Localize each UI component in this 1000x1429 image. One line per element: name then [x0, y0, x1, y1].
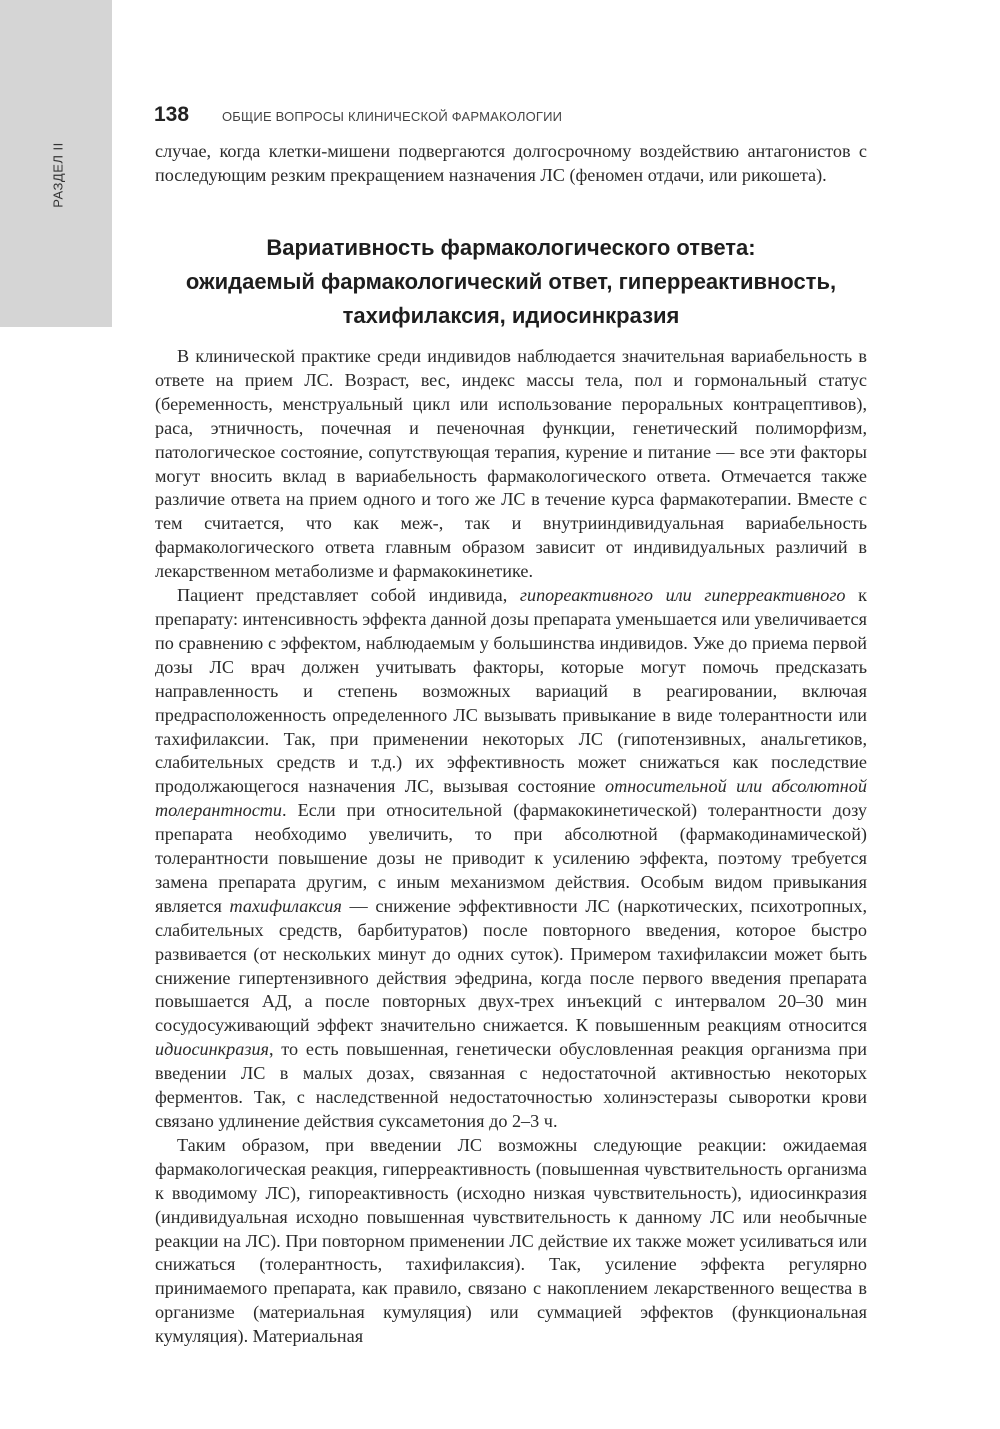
italic-term: относительной или абсолютной толерантности	[155, 776, 867, 821]
italic-term: гипореактивного или гиперреактивного	[519, 585, 846, 606]
italic-term: идиосинкразия	[155, 1039, 270, 1060]
section-heading	[155, 231, 867, 333]
paragraph-variability: В клинической практике среди индивидов наблюдается значительная вариабельность в ответе на прием ЛС. Возраст, вес, индекс массы тела, пол и гормональный статус (беременность, менструальный цикл или использование пероральных контрацептивов), раса, этничность, почечная и печеночная функции, генетический полиморфизм, патологическое состояние, сопутствующая терапия, курение и питание — все эти факторы могут вносить вклад в вариабельность фармакологического ответа. Отмечается также различие ответа на прием одного и того же ЛС в течение курса фармакотерапии. Вместе с тем считается, что как меж-, так и внутрииндивидуальная вариабельность фармакологического ответа главным образом зависит от индивидуальных различий в лекарственном метаболизме и фармакокинетике.	[155, 346, 867, 582]
continuation-paragraph: случае, когда клетки-мишени подвергаются долгосрочному воздействию антагонистов с последующим резким прекращением назначения ЛС (феномен отдачи, или рикошета).	[155, 141, 867, 185]
paragraph-text-segment: — снижение эффективности ЛС (наркотических, психотропных, слабительных средств, барбитуратов) после повторного введения, которое быстро развивается (от нескольких минут до одних суток). Примером тахифилаксии может быть снижение гипертензивного действия эфедрина, когда после первого введения препарата повышается АД, а после повторных двух-трех инъекций с интервалом 20–30 мин сосудосуживающий эффект значительно снижается. К повышенным реакциям относится	[155, 895, 867, 1036]
paragraph-summary: Таким образом, при введении ЛС возможны следующие реакции: ожидаемая фармакологическая реакция, гиперреактивность (повышенная чувствительность организма к вводимому ЛС), гипореактивность (исходно низкая чувствительность), идиосинкразия (индивидуальная исходно повышенная чувствительность к данному ЛС или необычные реакции на ЛС). При повторном применении ЛС действие их также может усиливаться или снижаться (толерантность, тахифилаксия). Так, усиление эффекта регулярно принимаемого препарата, как правило, связано с накоплением лекарственного вещества в организме (материальная кумуляция) или суммацией эффектов (функциональная кумуляция). Материальная	[155, 1134, 867, 1347]
paragraph-reactivity	[155, 584, 867, 1134]
paragraph-text-segment: , то есть повышенная, генетически обусловленная реакция организма при введении ЛС в малых дозах, связанная с недостаточной активностью некоторых ферментов. Так, с наследственной недостаточностью холинэстеразы сыворотки крови связано удлинение действия суксаметония до 2–3 ч.	[155, 1039, 867, 1131]
paragraph-text-segment: к препарату: интенсивность эффекта данной дозы препарата уменьшается или увеличивается по сравнению с эффектом, наблюдаемым у большинства индивидов. Уже до приема первой дозы ЛС врач должен учитывать факторы, которые могут помочь предсказать направленность и степень возможных вариаций в реагировании, включая предрасположенность определенного ЛС вызывать привыкание в виде толерантности или тахифилаксии. Так, при применении некоторых ЛС (гипотензивных, анальгетиков, слабительных средств и т.д.) их эффективность может снижаться как последствие продолжающегося назначения ЛС, вызывая состояние	[155, 585, 867, 797]
section-label: РАЗДЕЛ II	[50, 142, 66, 208]
running-head: ОБЩИЕ ВОПРОСЫ КЛИНИЧЕСКОЙ ФАРМАКОЛОГИИ	[222, 109, 563, 124]
section-heading-line-3: тахифилаксия, идиосинкразия	[342, 303, 680, 328]
paragraph-text-segment: Пациент представляет собой индивида,	[177, 585, 520, 606]
section-side-band	[0, 0, 112, 327]
page-number: 138	[154, 103, 190, 126]
continuation-block	[155, 140, 867, 188]
section-heading-line-2: ожидаемый фармакологический ответ, гиперреактивность,	[185, 269, 837, 294]
main-body	[155, 345, 867, 1349]
section-heading-line-1: Вариативность фармакологического ответа:	[266, 235, 756, 260]
italic-term: тахифилаксия	[229, 895, 342, 916]
paragraph-text-segment: . Если при относительной (фармакокинетической) толерантности дозу препарата необходимо увеличить, то при абсолютной (фармакодинамической) толерантности повышение дозы не приводит к усилению эффекта, поэтому требуется замена препарата другим, с иным механизмом действия. Особым видом привыкания является	[155, 800, 867, 916]
